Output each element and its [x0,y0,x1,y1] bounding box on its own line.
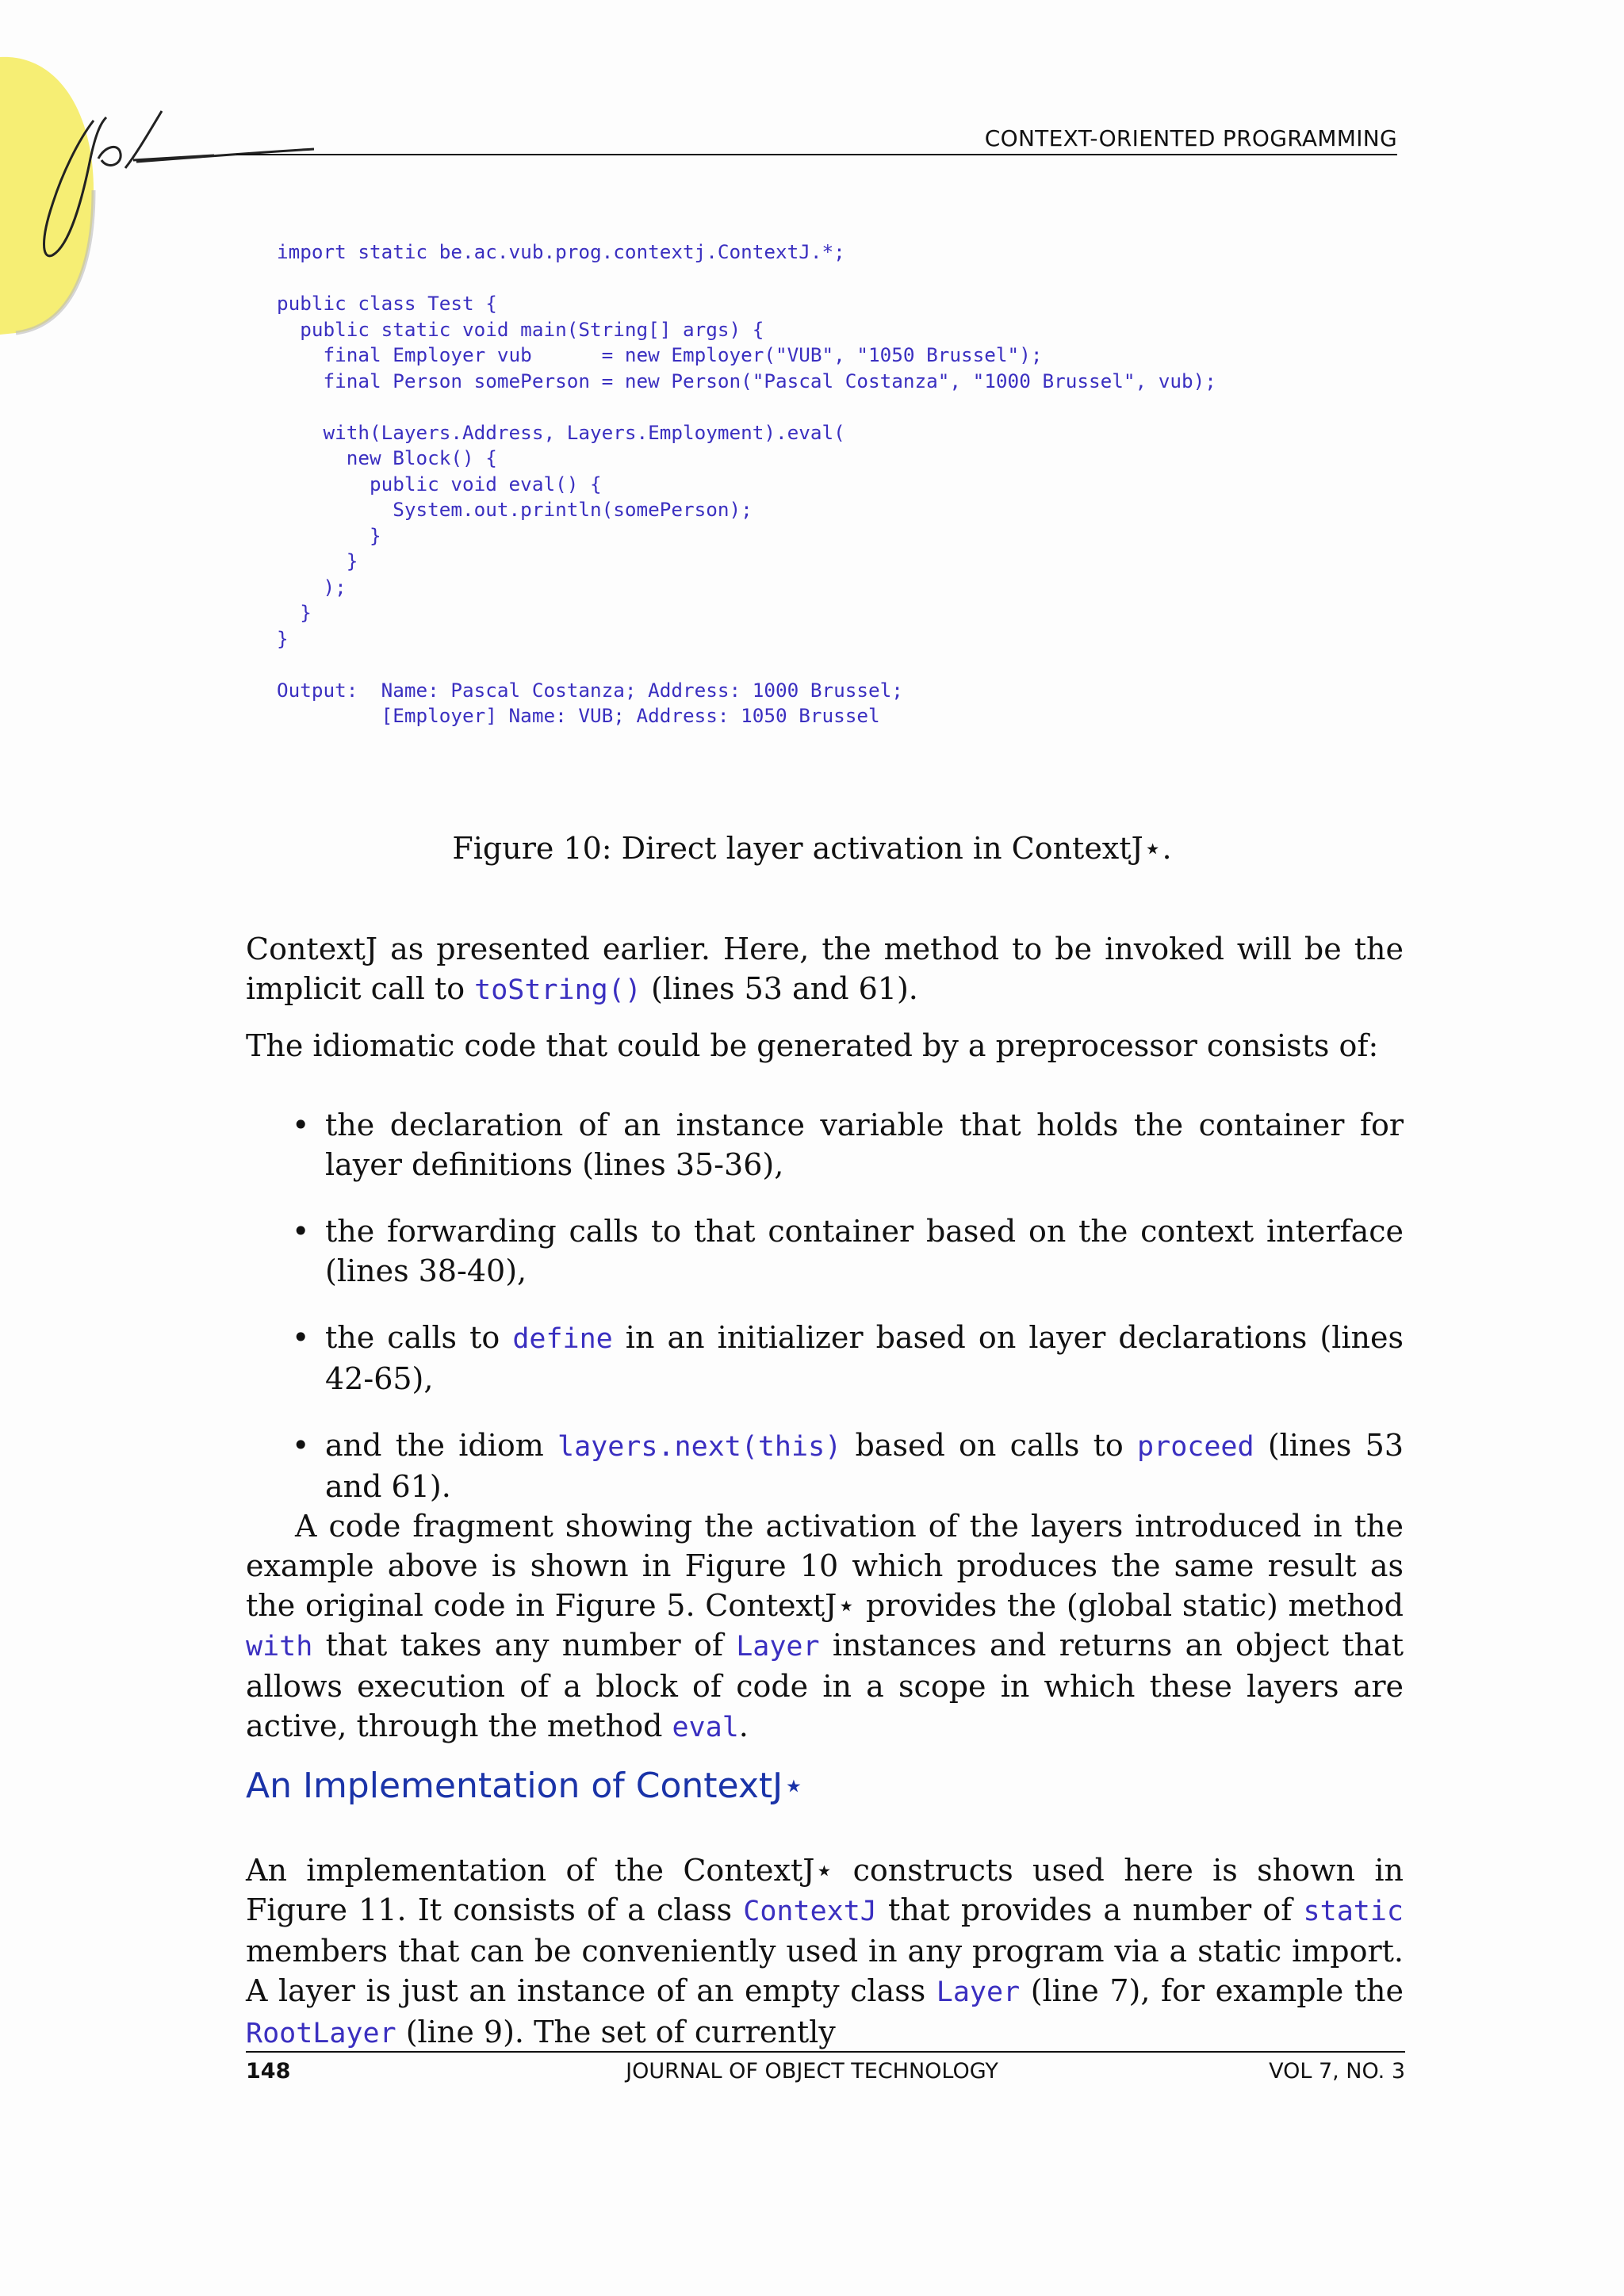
code-line: public class Test { [277,292,497,315]
page-number: 148 [246,2059,291,2084]
code-line: with(Layers.Address, Layers.Employment).eval( [277,420,845,444]
running-head: CONTEXT-ORIENTED PROGRAMMING [984,125,1397,151]
code-inline: layers.next(this) [557,1431,842,1463]
list-item: • the calls to define in an initializer based on layer declarations (lines 42-65), [292,1320,1404,1396]
paragraph-4: An implementation of the ContextJ⋆ constructs used here is shown in Figure 11. It consists of a class ContextJ that provides a number of static members that can be conveniently used in any program via a static import. A layer is just an instance of an empty class Layer (line 7), for example the RootLayer (line 9). The set of currently [246,1853,1404,2049]
code-line: final Person somePerson = new Person("Pascal Costanza", "1000 Brussel", vub); [277,369,1216,392]
code-line [277,394,1216,420]
code-line: public void eval() { [277,472,602,496]
figure-caption: Figure 10: Direct layer activation in ContextJ⋆. [452,831,1172,866]
code-line: } [277,549,358,572]
code-inline: Layer [736,1631,820,1663]
code-inline: with [246,1631,313,1663]
code-line [277,266,1216,292]
code-inline: eval [672,1712,739,1743]
bullet-list [292,1105,1404,1533]
code-line: System.out.println(somePerson); [277,498,753,521]
logo-yellow-shape [0,57,94,335]
section-heading: An Implementation of ContextJ⋆ [246,1766,805,1806]
code-inline: define [512,1323,613,1355]
code-line: ); [277,575,347,599]
code-line: final Employer vub = new Employer("VUB", "1050 Brussel"); [277,343,1043,366]
code-inline: RootLayer [246,2018,396,2049]
code-inline: Layer [936,1976,1021,2008]
code-inline: ContextJ [743,1896,877,1927]
volume-issue: VOL 7, NO. 3 [1269,2059,1405,2084]
code-line: Output: Name: Pascal Costanza; Address: 1000 Brussel; [277,678,903,702]
code-line: import static be.ac.vub.prog.contextj.ContextJ.*; [277,240,845,263]
header-rule [236,154,1397,155]
code-line: } [277,523,381,547]
code-line: new Block() { [277,446,497,469]
journal-name: JOURNAL OF OBJECT TECHNOLOGY [626,2059,998,2084]
code-inline: static [1303,1896,1404,1927]
paragraph-1: ContextJ as presented earlier. Here, the method to be invoked will be the implicit call to toString() (lines 53 and 61). [246,932,1404,1006]
code-inline: proceed [1137,1431,1254,1463]
list-item: • the declaration of an instance variable that holds the container for layer definitions (lines 35-36), [292,1108,1404,1182]
code-line: [Employer] Name: VUB; Address: 1050 Brussel [277,704,880,727]
footer-rule [246,2051,1405,2053]
code-inline: toString() [474,974,642,1006]
code-line: } [277,626,289,650]
code-line: } [277,601,312,624]
code-line: public static void main(String[] args) { [277,317,764,341]
list-item: • and the idiom layers.next(this) based on calls to proceed (lines 53 and 61). [292,1428,1404,1504]
list-item: • the forwarding calls to that container based on the context interface (lines 38-40), [292,1214,1404,1288]
paragraph-2: The idiomatic code that could be generated by a preprocessor consists of: [246,1028,1379,1063]
code-line [277,652,1216,678]
code-listing [277,239,1216,729]
paragraph-3: A code fragment showing the activation of the layers introduced in the example above is shown in Figure 10 which produces the same result as the original code in Figure 5. ContextJ⋆ provides the (global static) method with that takes any number of Layer instances and returns an object that allows execution of a block of code in a scope in which these layers are active, through the method eval. [246,1509,1404,1743]
